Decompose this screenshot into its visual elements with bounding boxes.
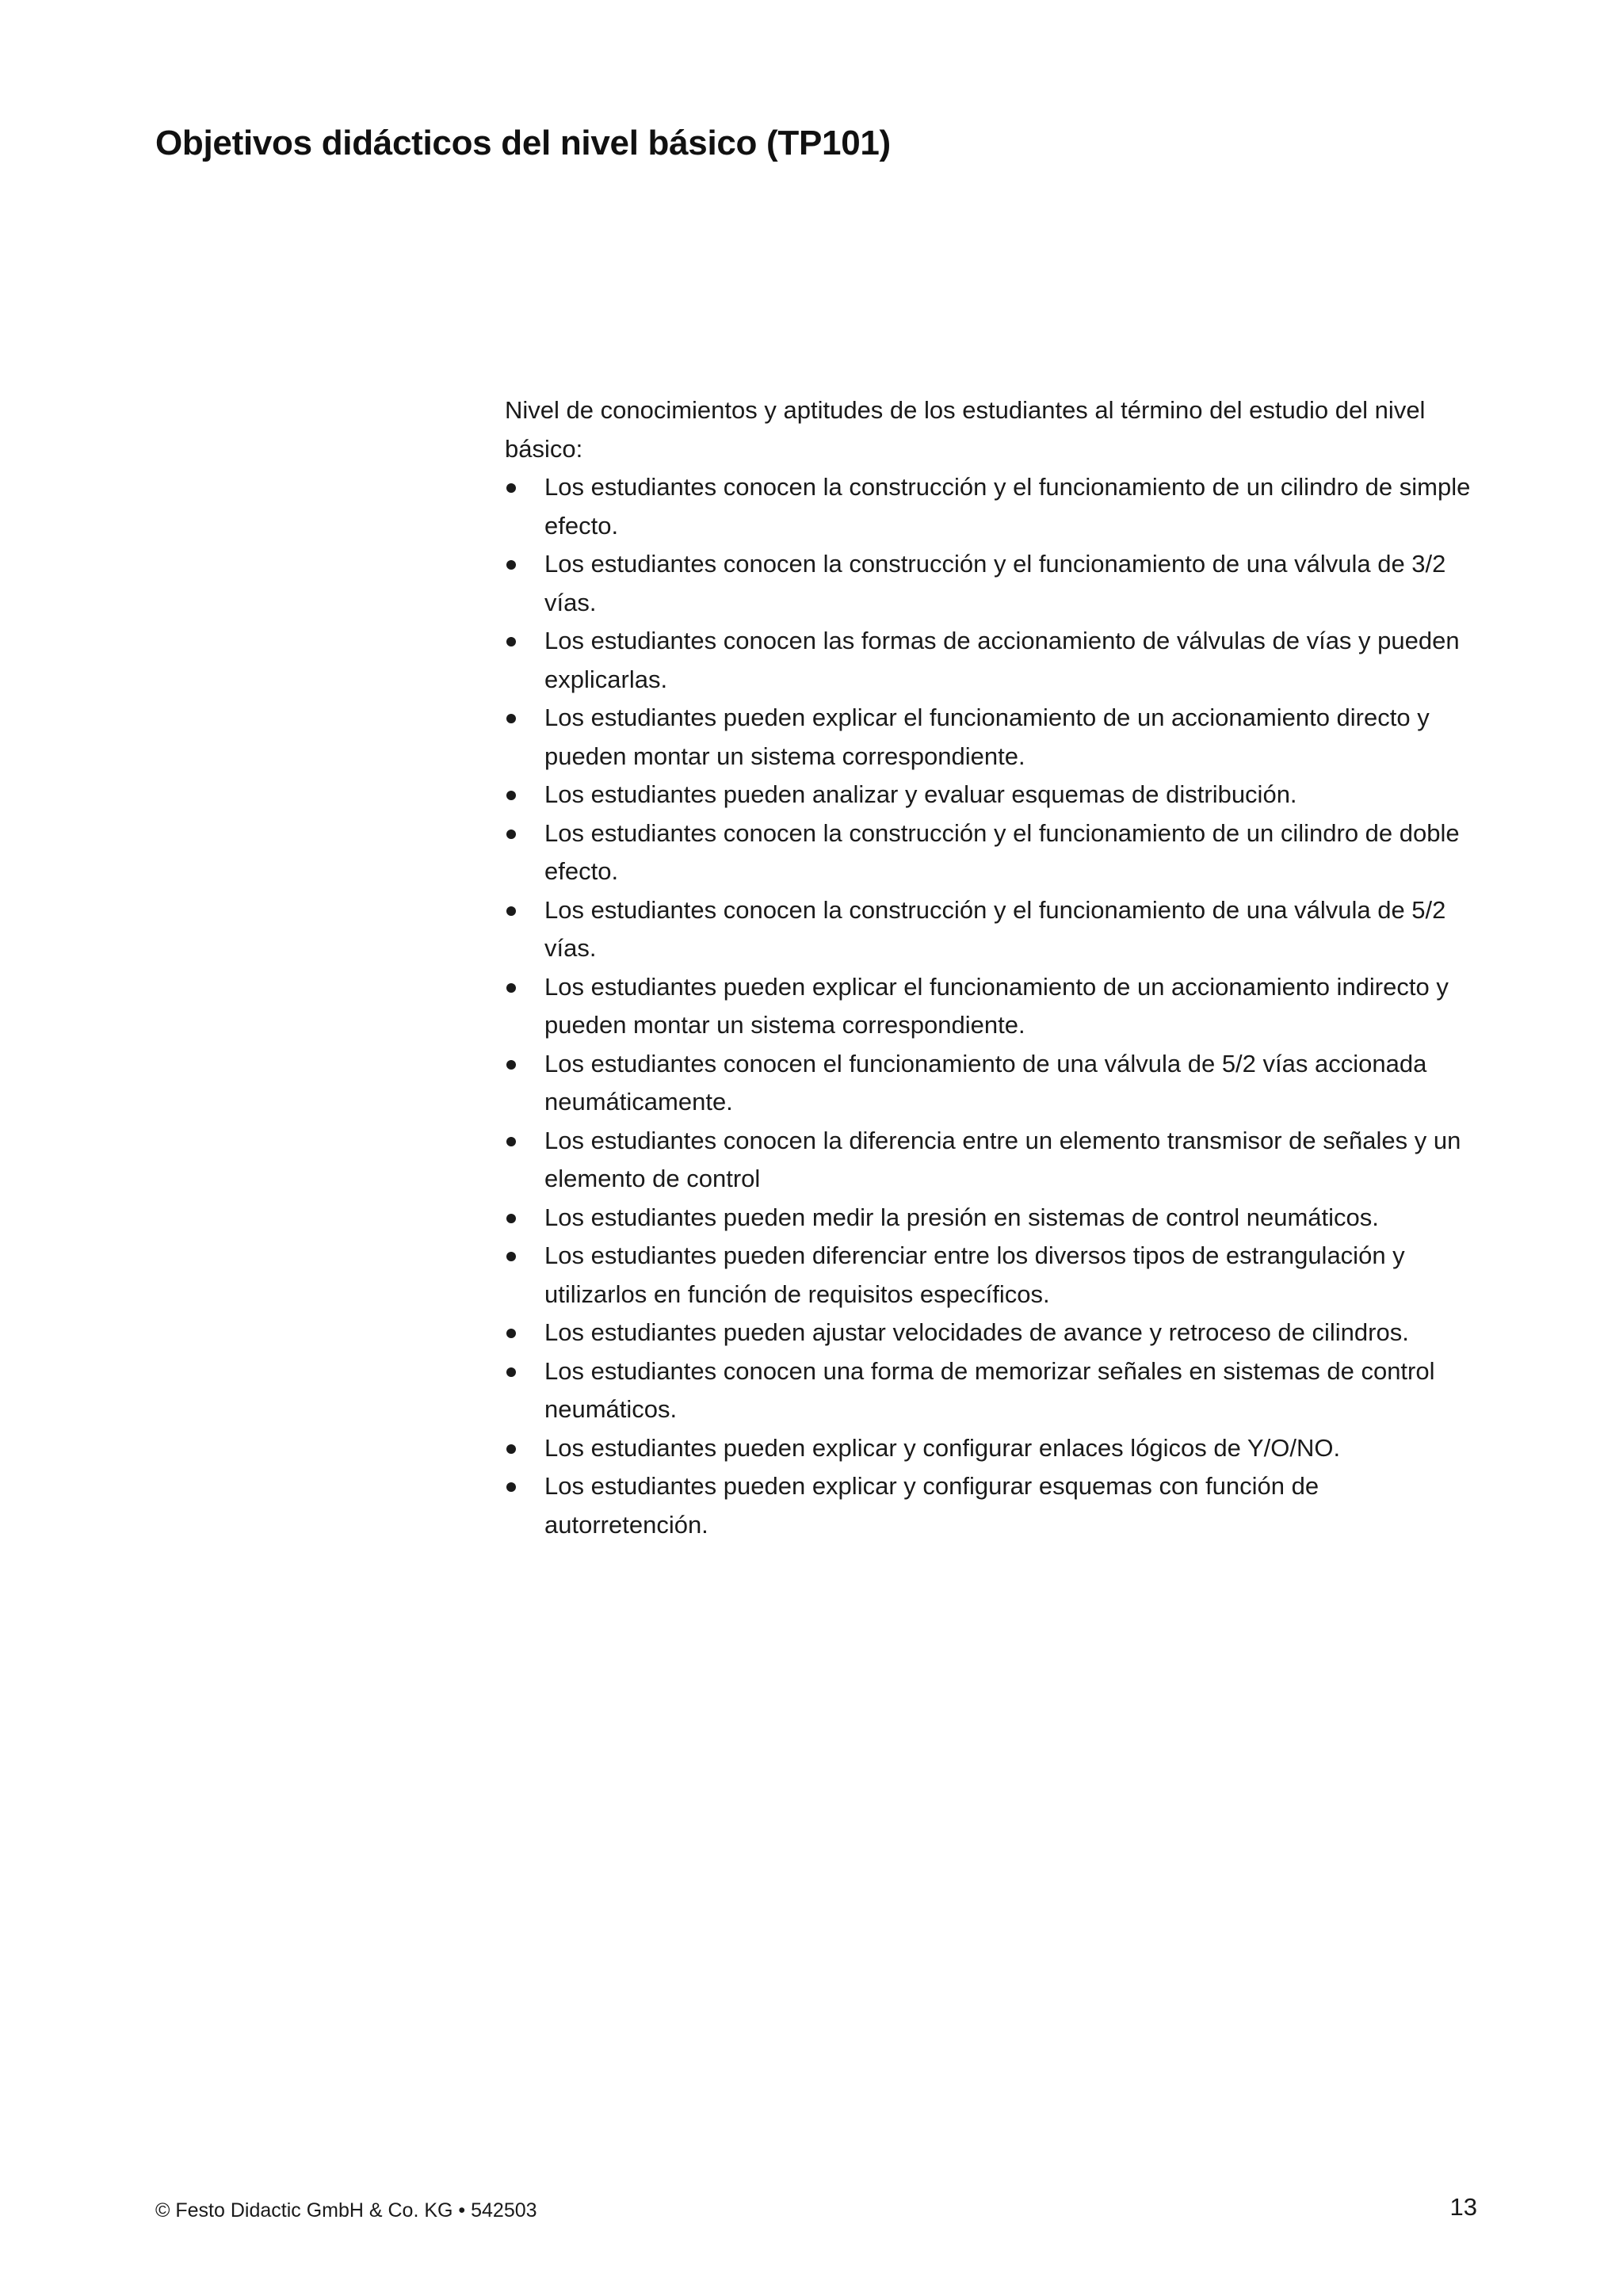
intro-text: Nivel de conocimientos y aptitudes de los estudiantes al término del estudio del nivel básico:	[505, 396, 1426, 463]
list-item-text: Los estudiantes conocen la construcción y el funcionamiento de una válvula de 3/2 vías.	[544, 550, 1446, 616]
list-item	[505, 1314, 1487, 1352]
list-item	[505, 1045, 1487, 1122]
list-item	[505, 814, 1487, 891]
list-item	[505, 968, 1487, 1045]
bullet-icon	[506, 1329, 516, 1338]
list-item-text: Los estudiantes conocen una forma de memorizar señales en sistemas de control neumáticos.	[544, 1356, 1435, 1423]
bullet-icon	[506, 1137, 516, 1146]
bullet-icon	[506, 1060, 516, 1070]
bullet-icon	[506, 983, 516, 993]
list-item-text: Los estudiantes conocen las formas de accionamiento de válvulas de vías y pueden explicarlas.	[544, 627, 1460, 693]
list-item-text: Los estudiantes conocen la construcción y el funcionamiento de un cilindro de simple efecto.	[544, 473, 1471, 540]
list-item-text: Los estudiantes pueden explicar y configurar esquemas con función de autorretención.	[544, 1472, 1319, 1539]
list-item-text: Los estudiantes pueden explicar el funcionamiento de un accionamiento indirecto y pueden montar un sistema correspondiente.	[544, 972, 1449, 1039]
list-item-text: Los estudiantes conocen la construcción y el funcionamiento de una válvula de 5/2 vías.	[544, 895, 1446, 962]
objectives-section	[505, 391, 1487, 1544]
list-item	[505, 1467, 1487, 1544]
bullet-icon	[506, 1214, 516, 1223]
list-item	[505, 622, 1487, 699]
list-item	[505, 468, 1487, 545]
list-item	[505, 1237, 1487, 1314]
list-item-text: Los estudiantes pueden explicar y configurar enlaces lógicos de Y/O/NO.	[544, 1433, 1341, 1462]
bullet-icon	[506, 1482, 516, 1492]
list-item-text: Los estudiantes pueden medir la presión en sistemas de control neumáticos.	[544, 1203, 1379, 1231]
list-item-text: Los estudiantes conocen el funcionamiento de una válvula de 5/2 vías accionada neumáticamente.	[544, 1049, 1427, 1116]
list-item-text: Los estudiantes pueden diferenciar entre los diversos tipos de estrangulación y utilizarlos en función de requisitos específicos.	[544, 1241, 1405, 1308]
list-item	[505, 776, 1487, 814]
bullet-icon	[506, 560, 516, 570]
list-item	[505, 1199, 1487, 1238]
list-item	[505, 1352, 1487, 1429]
list-item-text: Los estudiantes conocen la construcción y el funcionamiento de un cilindro de doble efecto.	[544, 818, 1460, 885]
bullet-icon	[506, 483, 516, 493]
list-item	[505, 545, 1487, 622]
list-item-text: Los estudiantes pueden ajustar velocidades de avance y retroceso de cilindros.	[544, 1318, 1409, 1346]
bullet-icon	[506, 1367, 516, 1377]
list-item	[505, 1429, 1487, 1468]
bullet-icon	[506, 791, 516, 800]
page-title: Objetivos didácticos del nivel básico (TP101)	[155, 124, 891, 162]
page-number: 13	[1449, 2193, 1477, 2221]
footer-copyright: © Festo Didactic GmbH & Co. KG • 542503	[155, 2199, 537, 2222]
list-item-text: Los estudiantes pueden analizar y evaluar esquemas de distribución.	[544, 780, 1297, 808]
list-item	[505, 699, 1487, 776]
bullet-icon	[506, 906, 516, 916]
bullet-icon	[506, 830, 516, 839]
bullet-icon	[506, 1444, 516, 1454]
list-item	[505, 1122, 1487, 1199]
bullet-icon	[506, 637, 516, 646]
bullet-icon	[506, 714, 516, 723]
list-item	[505, 891, 1487, 968]
list-item-text: Los estudiantes conocen la diferencia entre un elemento transmisor de señales y un elemento de control	[544, 1126, 1461, 1192]
list-item-text: Los estudiantes pueden explicar el funcionamiento de un accionamiento directo y pueden montar un sistema correspondiente.	[544, 704, 1430, 770]
objectives-list	[505, 468, 1487, 1544]
bullet-icon	[506, 1252, 516, 1261]
